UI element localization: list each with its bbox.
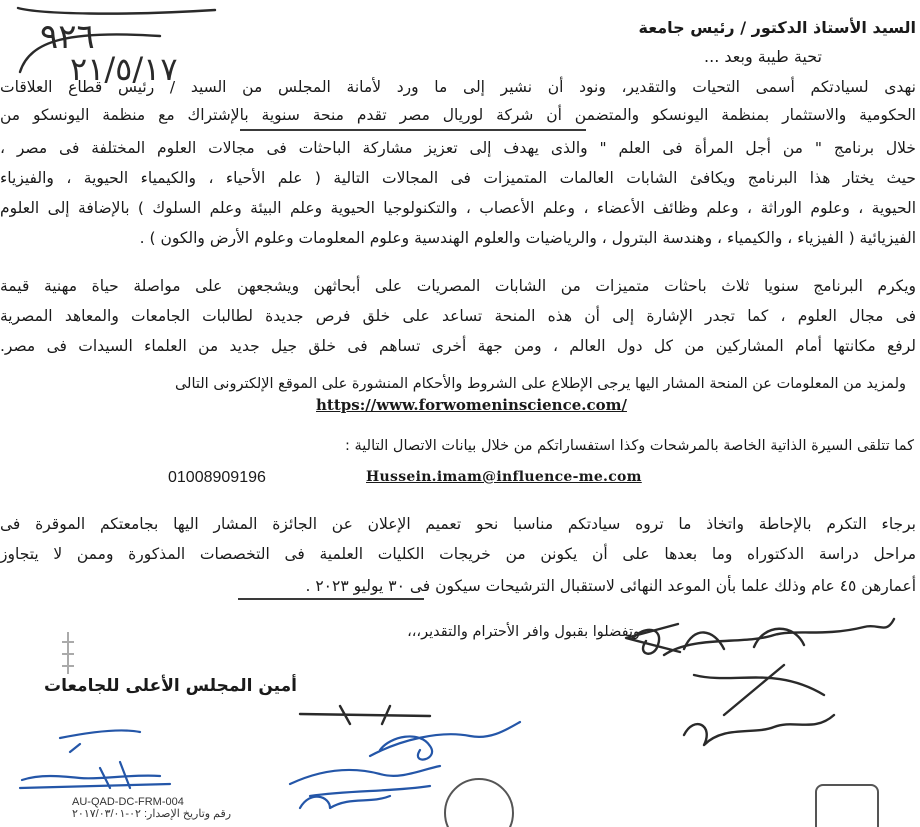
contact-line: كما تتلقى السيرة الذاتية الخاصة بالمرشحات وكذا استفساراتكم من خلال بيانات الاتصال التالية :: [345, 438, 914, 454]
form-code-id: AU-QAD-DC-FRM-004: [72, 796, 184, 808]
emphasis-underline: [240, 129, 586, 131]
phone-number: 01008909196: [168, 469, 266, 486]
svg-text:٢١/٥/١٧: ٢١/٥/١٧: [70, 50, 178, 88]
p1-line: نهدى لسيادتكم أسمى التحيات والتقدير، ونود أن نشير إلى ما ورد لأمانة المجلس من السيد / رئيس قطاع العلاقات: [0, 78, 916, 96]
website-link[interactable]: https://www.forwomeninscience.com/: [316, 396, 627, 414]
handwritten-signature-left: [0, 718, 240, 808]
form-issue-date: رقم وتاريخ الإصدار: ٠٢-٢٠١٧/٠٣/٠١: [72, 808, 232, 820]
p1-line: خلال برنامج " من أجل المرأة فى العلم " والذى يهدف إلى تعزيز مشاركة الباحثات فى مجالات العلوم المختلفة فى مصر ،: [0, 139, 916, 157]
p3-line: أعمارهن ٤٥ عام وذلك علما بأن الموعد النهائى لاستقبال الترشيحات سيكون فى ٣٠ يوليو ٢٠٢٣ .: [305, 577, 916, 595]
greeting: تحية طيبة وبعد ...: [704, 47, 822, 66]
closing-line: وتفضلوا بقبول وافر الأحترام والتقدير،،،: [407, 624, 640, 640]
email-link[interactable]: Hussein.imam@influence-me.com: [366, 469, 642, 485]
p2-line: فى مجال العلوم ، كما تجدر الإشارة إلى أن هذه المنحة تساعد على خلق فرص جديدة لطالبات الجامعات والمعاهد المصرية: [0, 307, 916, 325]
p1-line: الحكومية والاستثمار بمنظمة اليونسكو والمتضمن أن شركة لوريال مصر تقدم منحة سنوية بالإشتراك مع منظمة اليونسكو من: [0, 106, 916, 124]
form-code: [72, 796, 231, 820]
p3-line: مراحل دراسة الدكتوراه وما بعدها على أن يكونن من خريجات الكليات العلمية فى التخصصات المذكورة وممن لا يتجاوز: [0, 545, 916, 563]
p1-line: الحيوية ، وعلوم الوراثة ، وعلم وظائف الأعضاء ، وعلم الأعصاب ، والتكنولوجيا الحيوية وعلم البيئة وعلم السلوك ) بالإضافة إلى العلوم: [0, 199, 916, 217]
svg-text:٩٢٦: ٩٢٦: [40, 17, 95, 57]
info-line: ولمزيد من المعلومات عن المنحة المشار اليها يرجى الإطلاع على الشروط والأحكام المنشورة على الموقع الإلكترونى التالى: [174, 376, 906, 392]
faint-emblem: [58, 628, 78, 678]
signature-title: أمين المجلس الأعلى للجامعات: [44, 676, 297, 696]
p3-line: برجاء التكرم بالإحاطة واتخاذ ما تروه سيادتكم مناسبا نحو تعميم الإعلان عن الجائزة المشار اليها بجامعتكم الموقرة فى: [0, 515, 916, 533]
deadline-underline: [238, 598, 424, 600]
p1-line: الفيزيائية ( الفيزياء ، والكيمياء ، وهندسة البترول ، والرياضيات والعلوم الهندسية وعلوم المعلومات وعلوم الأرض والكون ) .: [139, 229, 916, 247]
addressee: السيد الأستاذ الدكتور / رئيس جامعة: [638, 18, 916, 37]
council-seal: [815, 784, 879, 827]
p2-line: لرفع مكانتها أمام المشاركين من كل دول العالم ، ومن جهة أخرى تساهم فى خلق جيل جديد من العلماء السيدات فى مصر.: [0, 337, 916, 355]
handwritten-reference: [0, 0, 230, 90]
p2-line: ويكرم البرنامج سنويا ثلاث باحثات متميزات من الشابات المصريات على أبحاثهن ويشجعهن على مواصلة حياة مهنية قيمة: [0, 277, 916, 295]
bracket-mark: [618, 618, 688, 658]
p1-line: حيث يختار هذا البرنامج ويكافئ الشابات العالمات المتميزات فى المجالات التالية ( علم الأحياء ، والكيمياء الحيوية ، والفيزياء: [0, 169, 916, 187]
